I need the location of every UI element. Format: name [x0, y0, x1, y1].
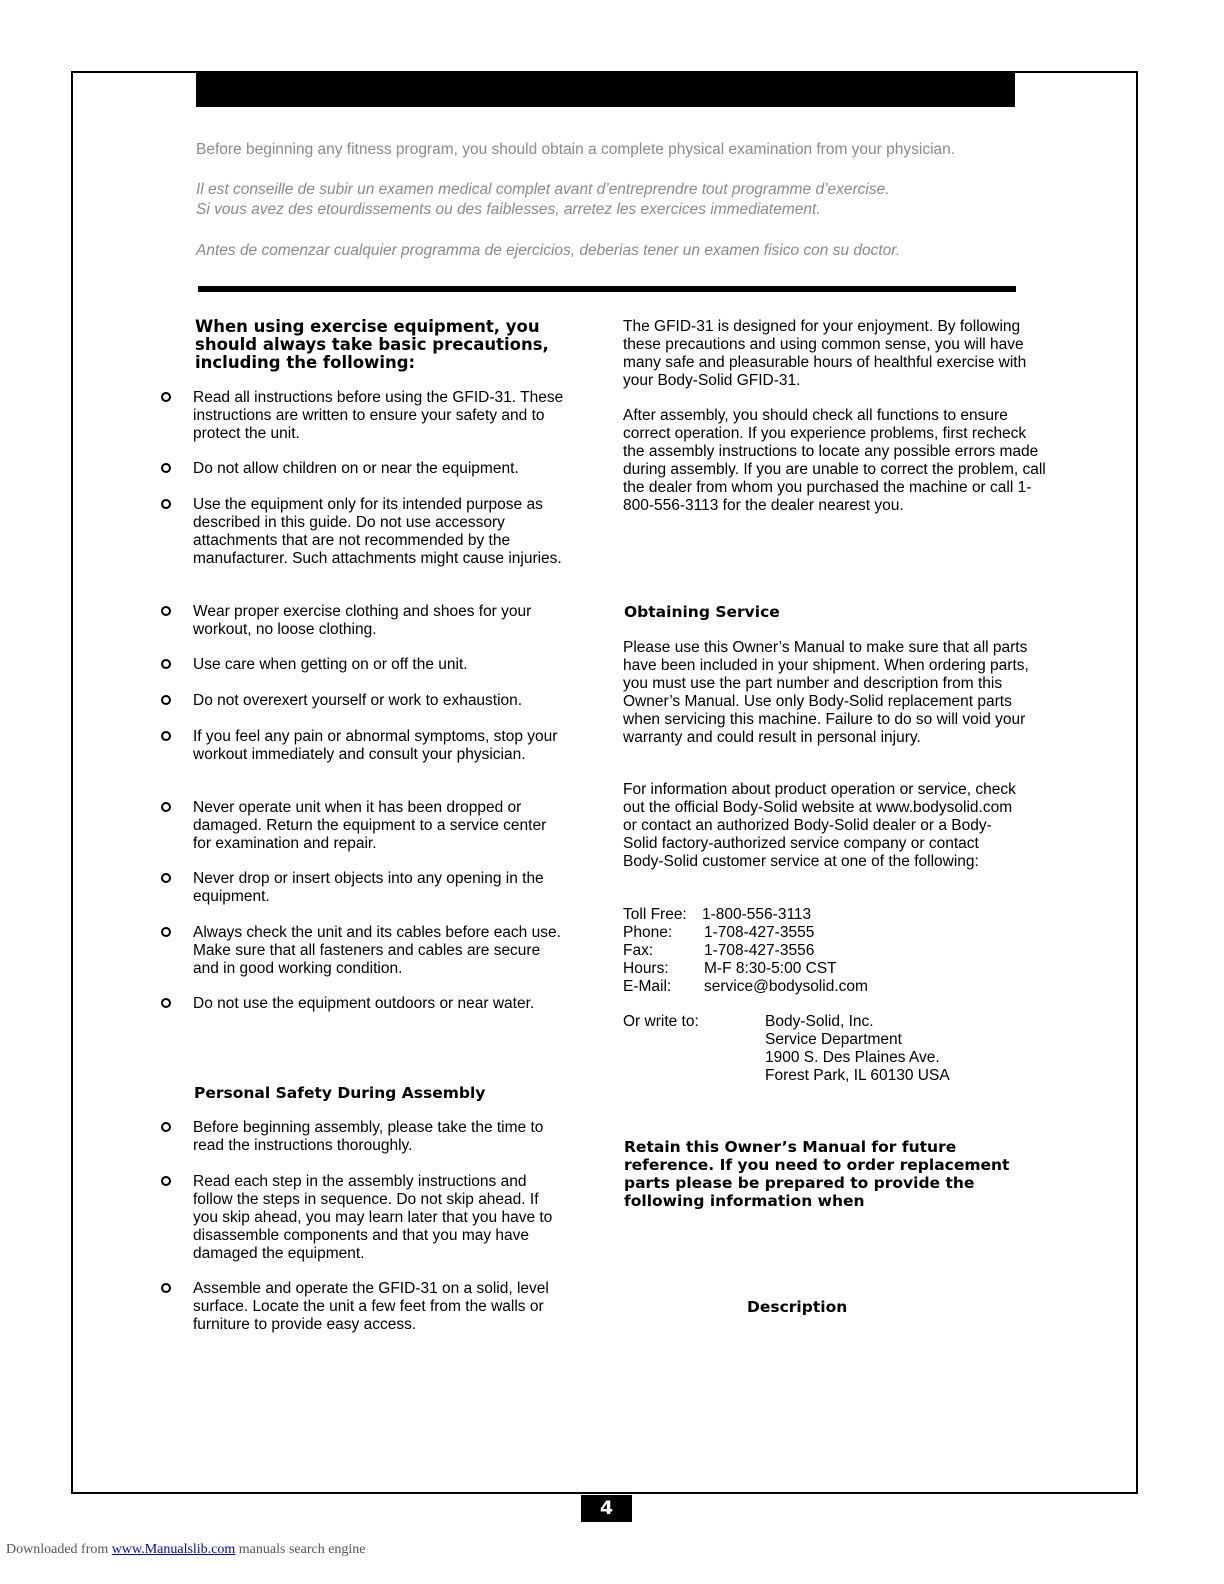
- bullet-circle-icon: [161, 695, 171, 705]
- preamble-french-1: Il est conseille de subir un examen medical complet avant d’entreprendre tout programme d’exercise.: [196, 181, 890, 198]
- bullet-circle-icon: [161, 499, 171, 509]
- bullet-circle-icon: [161, 731, 171, 741]
- section-divider: [198, 286, 1016, 292]
- preamble-english: Before beginning any fitness program, you should obtain a complete physical examination from your physician.: [196, 141, 956, 158]
- precautions-heading: When using exercise equipment, you should always take basic precautions, including the following:: [195, 317, 549, 372]
- bullet-circle-icon: [161, 606, 171, 616]
- download-footer: [6, 1542, 366, 1558]
- page-number: 4: [581, 1495, 632, 1522]
- bullet-circle-icon: [161, 873, 171, 883]
- bullet-circle-icon: [161, 1283, 171, 1293]
- address-line: Forest Park, IL 60130 USA: [765, 1067, 950, 1084]
- write-to-label: Or write to:: [623, 1013, 699, 1030]
- bullet-circle-icon: [161, 1176, 171, 1186]
- bullet-circle-icon: [161, 463, 171, 473]
- address-line: Body-Solid, Inc.: [765, 1013, 874, 1030]
- service-heading: Obtaining Service: [624, 603, 780, 621]
- address-line: 1900 S. Des Plaines Ave.: [765, 1049, 940, 1066]
- bullet-circle-icon: [161, 1122, 171, 1132]
- footer-prefix: Downloaded from: [6, 1542, 109, 1557]
- intro-paragraph: The GFID-31 is designed for your enjoyment. By following these precautions and using common sense, you will have many safe and pleasurable hours of healthful exercise with your Body-Solid GFID-31.: [623, 318, 1027, 389]
- info-paragraph: For information about product operation or service, check out the official Body-Solid website at www.bodysolid.com or contact an authorized Body-Solid dealer or a Body-Solid factory-authorized service company or contact Body-Solid customer service at one of the following:: [623, 781, 1016, 870]
- manualslib-link[interactable]: www.Manualslib.com: [111, 1542, 236, 1557]
- bullet-circle-icon: [161, 392, 171, 402]
- preamble-spanish: Antes de comenzar cualquier programma de ejercicios, deberias tener un examen fisico con su doctor.: [196, 242, 901, 259]
- bullet-circle-icon: [161, 659, 171, 669]
- preamble-french-2: Si vous avez des etourdissements ou des faiblesses, arretez les exercices immediatement.: [196, 201, 821, 218]
- retain-notice: Retain this Owner’s Manual for future reference. If you need to order replacement parts please be prepared to provide the following information when: [624, 1138, 1010, 1210]
- after-assembly-paragraph: After assembly, you should check all functions to ensure correct operation. If you experience problems, first recheck the assembly instructions to locate any possible errors made during assembly. If you are unable to correct the problem, call the dealer from whom you purchased the machine or call 1-800-556-3113 for the dealer nearest you.: [623, 407, 1046, 514]
- bullet-circle-icon: [161, 927, 171, 937]
- footer-suffix: manuals search engine: [238, 1542, 366, 1557]
- address-line: Service Department: [765, 1031, 902, 1048]
- assembly-heading: Personal Safety During Assembly: [194, 1084, 486, 1102]
- service-paragraph: Please use this Owner’s Manual to make sure that all parts have been included in your shipment. When ordering parts, you must use the part number and description from this Owner’s Manual. Use only Body-Solid replacement parts when servicing this machine. Failure to do so will void your warranty and could result in personal injury.: [623, 639, 1029, 746]
- header-bar: [196, 72, 1015, 107]
- bullet-circle-icon: [161, 998, 171, 1008]
- bullet-circle-icon: [161, 802, 171, 812]
- description-label: Description: [747, 1298, 848, 1316]
